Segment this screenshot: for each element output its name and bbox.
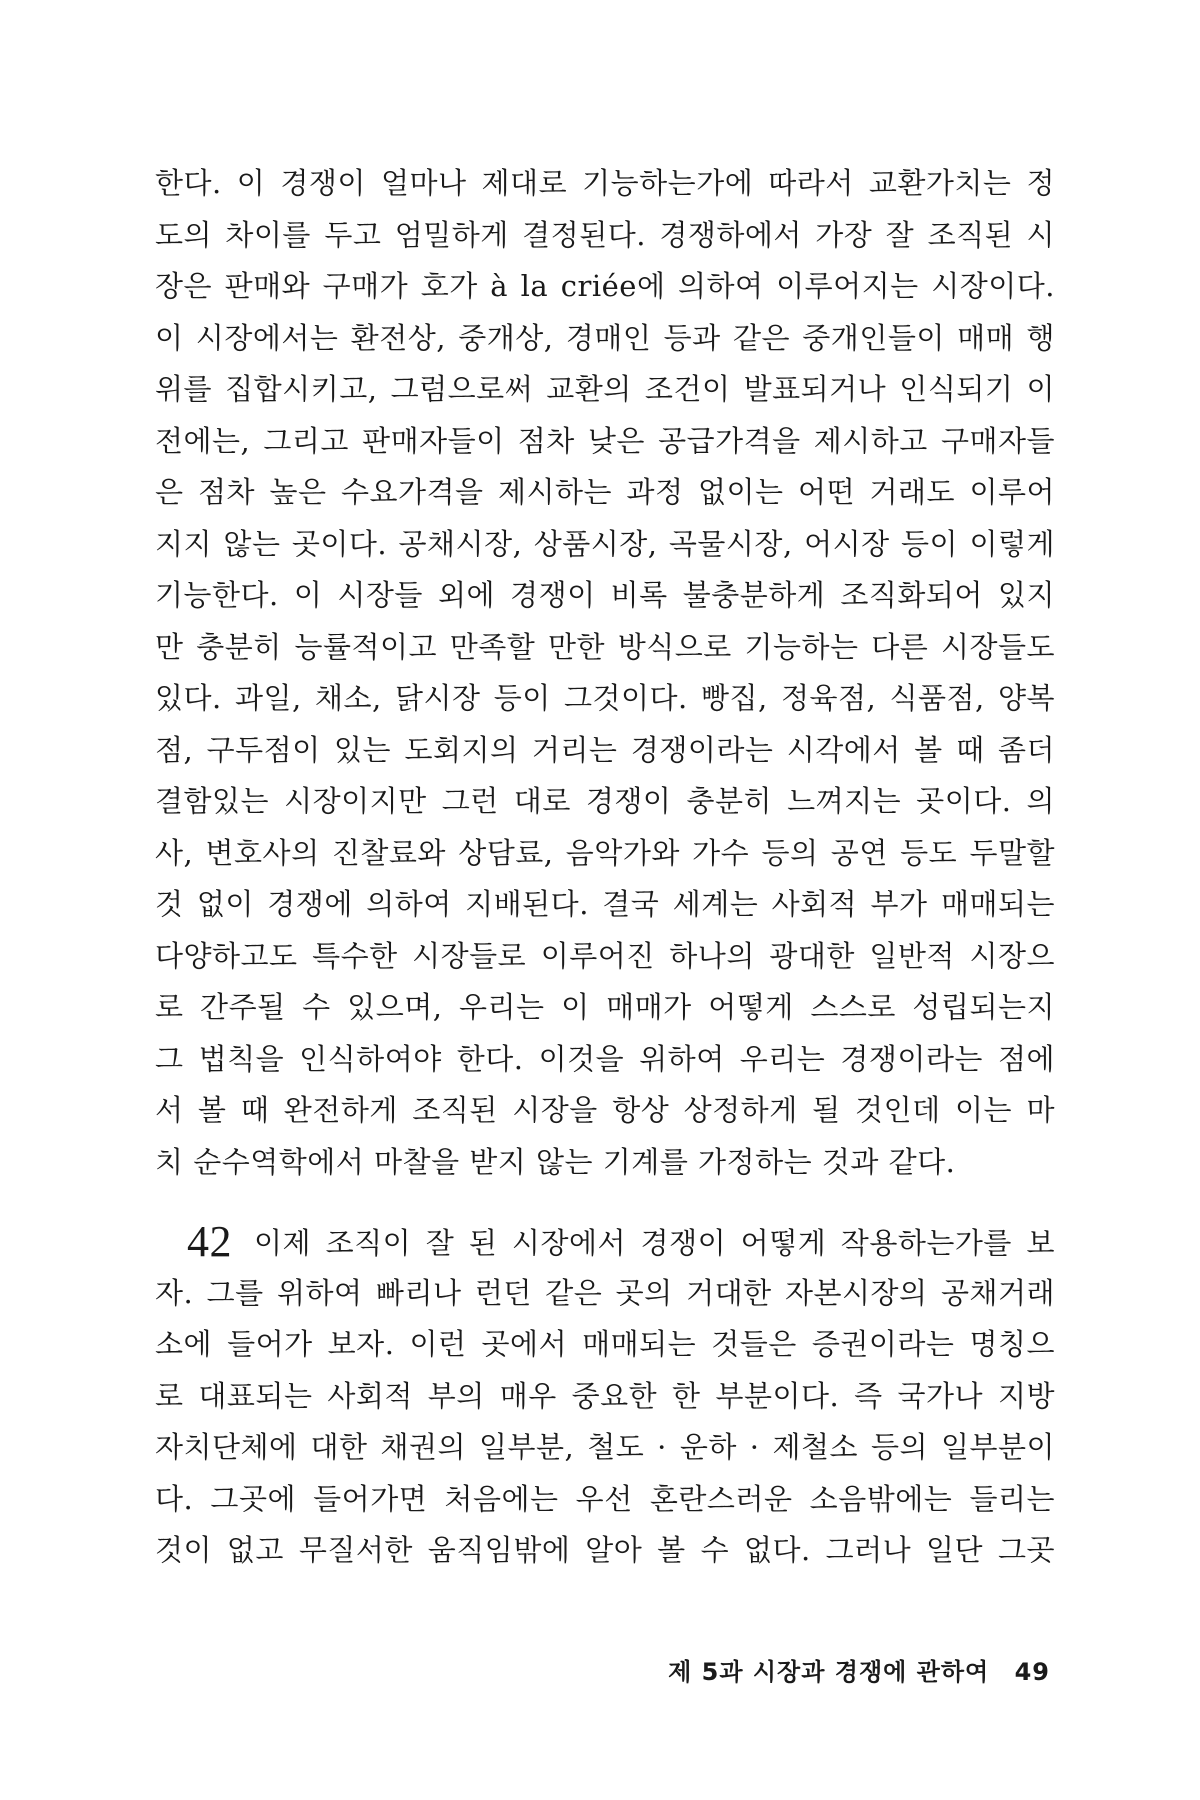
page-number: 49 <box>1014 1658 1050 1686</box>
chapter-title: 제 5과 시장과 경쟁에 관하여 <box>668 1658 990 1686</box>
text-line: 이 시장에서는 환전상, 중개상, 경매인 등과 같은 중개인들이 매매 행 <box>155 320 1055 355</box>
section-number: 42 <box>187 1217 232 1266</box>
text-line: 다. 그곳에 들어가면 처음에는 우선 혼란스러운 소음밖에는 들리는 <box>155 1481 1055 1516</box>
text-line: 만 충분히 능률적이고 만족할 만한 방식으로 기능하는 다른 시장들도 <box>155 629 1055 664</box>
text-line: 다양하고도 특수한 시장들로 이루어진 하나의 광대한 일반적 시장으 <box>155 938 1055 973</box>
text-line: 소에 들어가 보자. 이런 곳에서 매매되는 것들은 증권이라는 명칭으 <box>155 1327 1055 1361</box>
text-line: 자치단체에 대한 채권의 일부분, 철도 · 운하 · 제철소 등의 일부분이 <box>155 1430 1055 1464</box>
text-line: 은 점차 높은 수요가격을 제시하는 과정 없이는 어떤 거래도 이루어 <box>155 475 1055 509</box>
text-line: 장은 판매와 구매가 호가 à la criée에 의하여 이루어지는 시장이다. <box>155 269 1055 303</box>
text-line: 한다. 이 경쟁이 얼마나 제대로 기능하는가에 따라서 교환가치는 정 <box>155 166 1055 200</box>
text-line: 기능한다. 이 시장들 외에 경쟁이 비록 불충분하게 조직화되어 있지 <box>155 578 1055 612</box>
text-line: 자. 그를 위하여 빠리나 런던 같은 곳의 거대한 자본시장의 공채거래 <box>155 1275 1055 1310</box>
text-line: 지지 않는 곳이다. 공채시장, 상품시장, 곡물시장, 어시장 등이 이렇게 <box>155 526 1055 561</box>
text-line: 것 없이 경쟁에 의하여 지배된다. 결국 세계는 사회적 부가 매매되는 <box>155 887 1055 921</box>
text-line: 전에는, 그리고 판매자들이 점차 낮은 공급가격을 제시하고 구매자들 <box>155 423 1055 458</box>
text-line: 것이 없고 무질서한 움직임밖에 알아 볼 수 없다. 그러나 일단 그곳 <box>155 1533 1055 1567</box>
text-line: 위를 집합시키고, 그럼으로써 교환의 조건이 발표되거나 인식되기 이 <box>155 372 1055 406</box>
text-line: 그 법칙을 인식하여야 한다. 이것을 위하여 우리는 경쟁이라는 점에 <box>155 1041 1055 1076</box>
text-line: 치 순수역학에서 마찰을 받지 않는 기계를 가정하는 것과 같다. <box>155 1144 956 1179</box>
paragraph-42 <box>155 1216 1055 1577</box>
text-line: 로 간주될 수 있으며, 우리는 이 매매가 어떻게 스스로 성립되는지 <box>155 990 1055 1024</box>
text-line: 서 볼 때 완전하게 조직된 시장을 항상 상정하게 될 것인데 이는 마 <box>155 1093 1055 1127</box>
text-line: 점, 구두점이 있는 도회지의 거리는 경쟁이라는 시각에서 볼 때 좀더 <box>155 732 1055 767</box>
text-line: 이제 조직이 잘 된 시장에서 경쟁이 어떻게 작용하는가를 보 <box>254 1226 1055 1260</box>
text-line: 결함있는 시장이지만 그런 대로 경쟁이 충분히 느껴지는 곳이다. 의 <box>155 784 1055 818</box>
text-line: 로 대표되는 사회적 부의 매우 중요한 한 부분이다. 즉 국가나 지방 <box>155 1378 1055 1413</box>
paragraph-1 <box>155 158 1055 1188</box>
text-line: 도의 차이를 두고 엄밀하게 결정된다. 경쟁하에서 가장 잘 조직된 시 <box>155 217 1055 252</box>
page-footer <box>668 1652 1050 1687</box>
text-line: 사, 변호사의 진찰료와 상담료, 음악가와 가수 등의 공연 등도 두말할 <box>155 835 1055 870</box>
section-first-line <box>155 1216 1055 1268</box>
text-line: 있다. 과일, 채소, 닭시장 등이 그것이다. 빵집, 정육점, 식품점, 양복 <box>155 681 1055 715</box>
